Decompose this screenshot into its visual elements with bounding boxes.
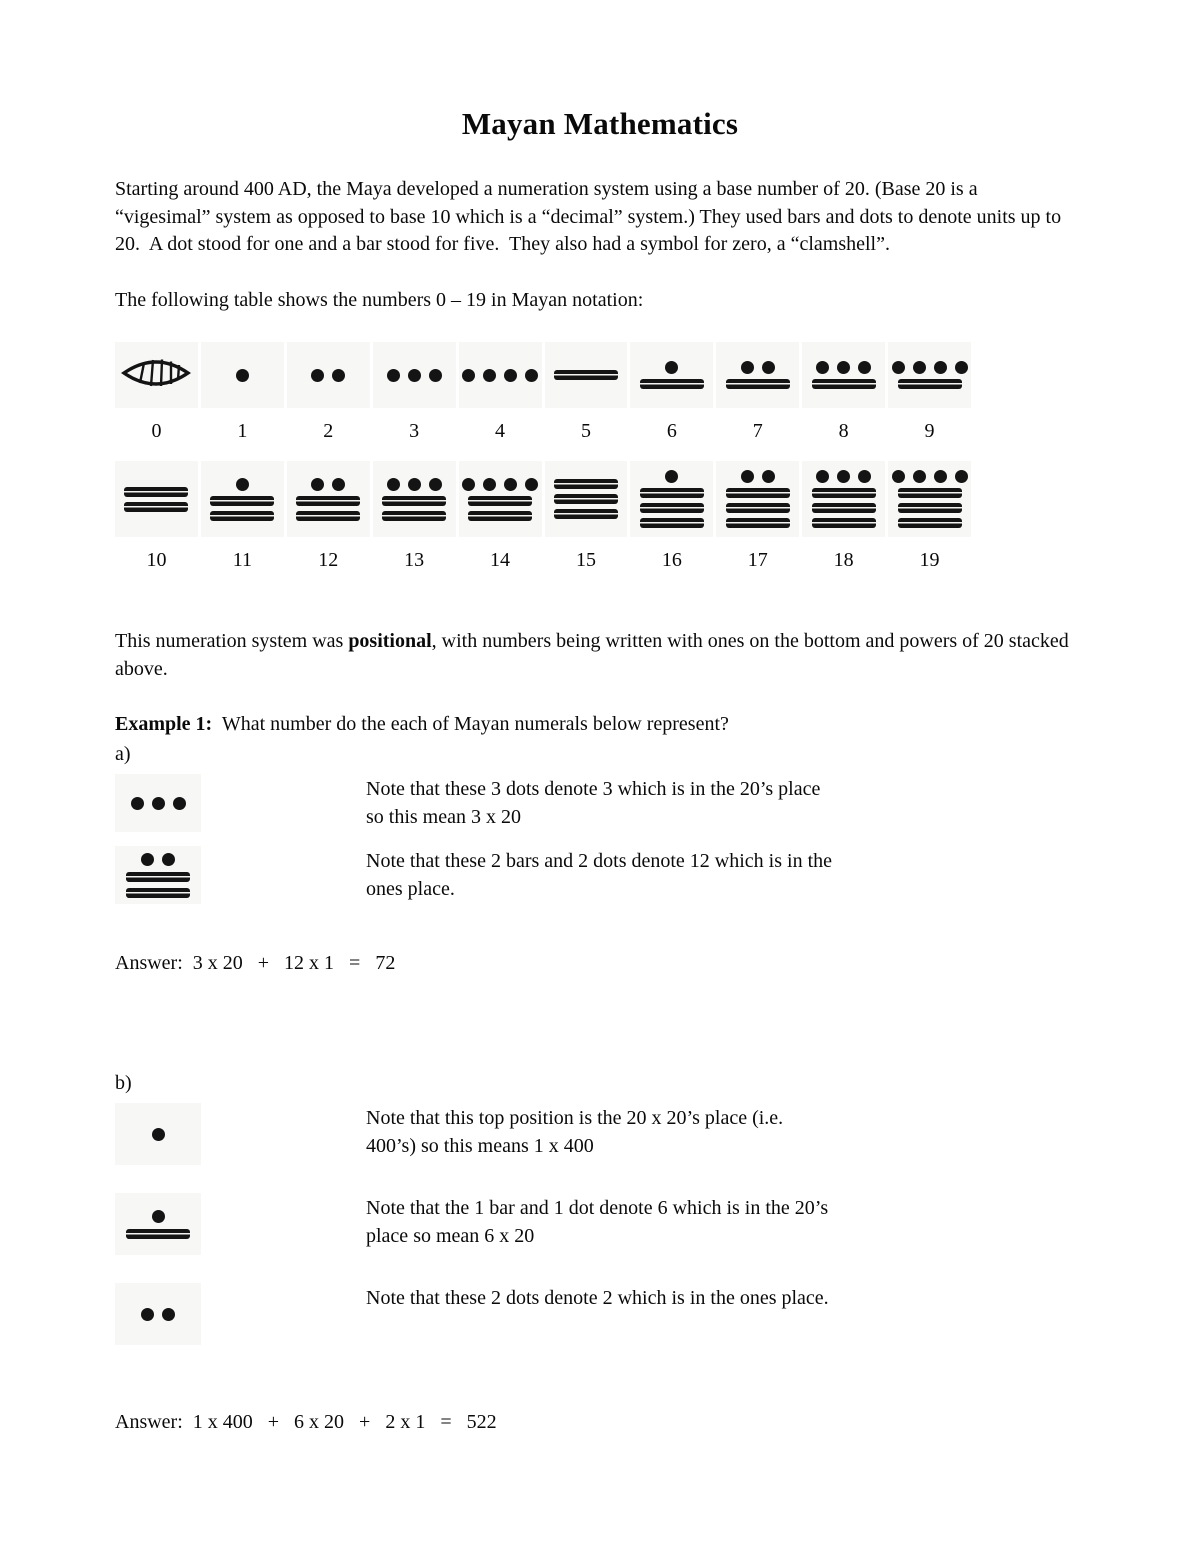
mayan-numeral-glyph	[716, 342, 799, 408]
mayan-numeral-glyph	[545, 342, 628, 408]
example-a-section	[115, 774, 1085, 904]
numeral-label: 10	[146, 549, 167, 571]
mayan-dot-icon	[236, 369, 249, 382]
mayan-numeral-glyph	[287, 342, 370, 408]
dot-row	[462, 478, 538, 491]
numeral-label: 13	[404, 549, 425, 571]
mayan-bar-icon	[210, 496, 274, 506]
numeral-label: 5	[580, 420, 591, 442]
mayan-numeral-glyph	[201, 461, 284, 537]
dot-row	[141, 853, 175, 866]
dot-row	[387, 478, 442, 491]
mayan-bar-icon	[898, 379, 962, 389]
note-text	[366, 1283, 986, 1313]
example-b-section	[115, 1103, 1085, 1345]
clamshell-zero-icon	[121, 355, 191, 396]
mayan-dot-icon	[162, 1308, 175, 1321]
mayan-dot-icon	[152, 1128, 165, 1141]
mayan-bar-icon	[812, 379, 876, 389]
note-line: place so mean 6 x 20	[366, 1224, 535, 1247]
mayan-dot-icon	[141, 853, 154, 866]
part-a-label: a)	[115, 742, 131, 765]
example1-heading	[115, 711, 1075, 739]
example-item	[115, 1283, 1085, 1345]
note-line: ones place.	[366, 877, 455, 900]
mayan-dot-icon	[332, 369, 345, 382]
dot-row	[665, 361, 678, 374]
dot-row	[236, 478, 249, 491]
mayan-numeral-glyph	[545, 461, 628, 537]
mayan-bar-icon	[468, 511, 532, 521]
mayan-dot-icon	[504, 369, 517, 382]
dot-row	[892, 470, 968, 483]
mayan-numeral-glyph	[201, 342, 284, 408]
mayan-bar-icon	[726, 379, 790, 389]
answer-b: Answer: 1 x 400 + 6 x 20 + 2 x 1 = 522	[115, 1411, 497, 1433]
dot-row	[311, 478, 345, 491]
mayan-dot-icon	[483, 478, 496, 491]
mayan-bar-icon	[126, 888, 190, 898]
part-b-label: b)	[115, 1071, 132, 1094]
mayan-numeral-glyph	[459, 342, 542, 408]
note-line: Note that these 2 bars and 2 dots denote 12 which is in the	[366, 850, 833, 872]
dot-row	[462, 369, 538, 382]
mayan-dot-icon	[858, 361, 871, 374]
note-text	[366, 1103, 986, 1160]
dot-row	[892, 361, 968, 374]
mayan-dot-icon	[152, 797, 165, 810]
mayan-bar-icon	[898, 503, 962, 513]
mayan-dot-icon	[504, 478, 517, 491]
mayan-dot-icon	[934, 470, 947, 483]
mayan-bar-icon	[382, 496, 446, 506]
note-text	[366, 846, 986, 903]
mayan-bar-icon	[554, 494, 618, 504]
numeral-label: 4	[495, 420, 506, 442]
note-text	[366, 1193, 986, 1250]
mayan-bar-icon	[468, 496, 532, 506]
mayan-bar-icon	[726, 503, 790, 513]
mayan-bar-icon	[554, 509, 618, 519]
mayan-dot-icon	[892, 470, 905, 483]
mayan-dot-icon	[665, 361, 678, 374]
numeral-label: 16	[661, 549, 682, 571]
mayan-bar-icon	[898, 518, 962, 528]
mayan-dot-icon	[429, 478, 442, 491]
mayan-numeral-glyph	[115, 1283, 201, 1345]
mayan-bar-icon	[124, 502, 188, 512]
page-title: Mayan Mathematics	[461, 106, 739, 141]
numeral-label: 6	[666, 420, 677, 442]
note-line: 400’s) so this means 1 x 400	[366, 1134, 594, 1157]
mayan-numeral-glyph	[115, 1193, 201, 1255]
example1-question: What number do the each of Mayan numerals below represent?	[212, 713, 729, 735]
mayan-numeral-glyph	[459, 461, 542, 537]
mayan-dot-icon	[665, 470, 678, 483]
mayan-dot-icon	[837, 361, 850, 374]
mayan-numeral-glyph	[630, 342, 713, 408]
mayan-bar-icon	[382, 511, 446, 521]
mayan-dot-icon	[162, 853, 175, 866]
positional-text-after: , with numbers being written with ones on the bottom and powers of 20 stacked above.	[115, 630, 1069, 680]
example-item	[115, 1193, 1085, 1255]
mayan-bar-icon	[640, 518, 704, 528]
mayan-dot-icon	[141, 1308, 154, 1321]
dot-row	[741, 361, 775, 374]
positional-paragraph	[115, 628, 1075, 683]
mayan-dot-icon	[762, 470, 775, 483]
mayan-dot-icon	[741, 361, 754, 374]
table-caption: The following table shows the numbers 0 – 19 in Mayan notation:	[115, 288, 644, 311]
mayan-dot-icon	[173, 797, 186, 810]
numeral-label: 17	[747, 549, 768, 571]
mayan-bar-icon	[296, 496, 360, 506]
mayan-dot-icon	[741, 470, 754, 483]
mayan-numeral-glyph	[888, 461, 971, 537]
numeral-label: 1	[237, 420, 248, 442]
numeral-label: 19	[919, 549, 940, 571]
mayan-bar-icon	[726, 488, 790, 498]
answer-a: Answer: 3 x 20 + 12 x 1 = 72	[115, 952, 396, 974]
mayan-bar-icon	[812, 503, 876, 513]
mayan-dot-icon	[816, 470, 829, 483]
mayan-numeral-glyph	[115, 461, 198, 537]
note-line: Note that these 3 dots denote 3 which is in the 20’s place	[366, 778, 821, 800]
mayan-bar-icon	[640, 503, 704, 513]
mayan-dot-icon	[236, 478, 249, 491]
mayan-dot-icon	[408, 478, 421, 491]
numeral-label: 18	[833, 549, 854, 571]
mayan-numeral-glyph	[802, 461, 885, 537]
mayan-bar-icon	[726, 518, 790, 528]
mayan-dot-icon	[913, 361, 926, 374]
mayan-numeral-glyph	[115, 1103, 201, 1165]
mayan-bar-icon	[210, 511, 274, 521]
mayan-numeral-glyph	[115, 342, 198, 408]
numeral-label: 3	[409, 420, 420, 442]
mayan-numeral-glyph	[287, 461, 370, 537]
numeral-label: 11	[232, 549, 252, 571]
mayan-numeral-table	[115, 342, 971, 590]
mayan-dot-icon	[934, 361, 947, 374]
example-item	[115, 846, 1085, 904]
example-item	[115, 1103, 1085, 1165]
note-line: Note that this top position is the 20 x 20’s place (i.e.	[366, 1107, 784, 1129]
mayan-bar-icon	[640, 379, 704, 389]
dot-row	[141, 1308, 175, 1321]
mayan-dot-icon	[387, 369, 400, 382]
numeral-label: 8	[838, 420, 849, 442]
dot-row	[741, 470, 775, 483]
mayan-bar-icon	[812, 518, 876, 528]
dot-row	[311, 369, 345, 382]
numeral-label: 7	[752, 420, 763, 442]
mayan-numeral-glyph	[115, 774, 201, 832]
mayan-dot-icon	[892, 361, 905, 374]
mayan-bar-icon	[126, 1229, 190, 1239]
positional-text-before: This numeration system was	[115, 630, 349, 652]
example1-label: Example 1:	[115, 713, 213, 735]
dot-row	[665, 470, 678, 483]
mayan-numeral-glyph	[802, 342, 885, 408]
note-line: so this mean 3 x 20	[366, 805, 521, 828]
mayan-numeral-glyph	[630, 461, 713, 537]
mayan-dot-icon	[913, 470, 926, 483]
mayan-dot-icon	[311, 478, 324, 491]
mayan-dot-icon	[332, 478, 345, 491]
mayan-dot-icon	[311, 369, 324, 382]
numeral-label: 2	[323, 420, 334, 442]
numeral-label: 12	[318, 549, 339, 571]
note-line: Note that the 1 bar and 1 dot denote 6 which is in the 20’s	[366, 1197, 829, 1219]
mayan-bar-icon	[126, 872, 190, 882]
note-text	[366, 774, 986, 831]
mayan-dot-icon	[525, 478, 538, 491]
mayan-bar-icon	[898, 488, 962, 498]
note-line: Note that these 2 dots denote 2 which is in the ones place.	[366, 1287, 829, 1309]
mayan-dot-icon	[858, 470, 871, 483]
mayan-numeral-glyph	[115, 846, 201, 904]
dot-row	[816, 470, 871, 483]
dot-row	[152, 1210, 165, 1223]
dot-row	[816, 361, 871, 374]
dot-row	[152, 1128, 165, 1141]
mayan-bar-icon	[296, 511, 360, 521]
mayan-dot-icon	[837, 470, 850, 483]
numeral-label: 14	[490, 549, 511, 571]
numeral-label: 0	[151, 420, 162, 442]
mayan-dot-icon	[462, 369, 475, 382]
numeral-label: 15	[575, 549, 596, 571]
mayan-dot-icon	[483, 369, 496, 382]
mayan-dot-icon	[955, 470, 968, 483]
positional-bold-word: positional	[348, 630, 432, 652]
mayan-dot-icon	[152, 1210, 165, 1223]
mayan-dot-icon	[408, 369, 421, 382]
dot-row	[236, 369, 249, 382]
mayan-numeral-glyph	[373, 342, 456, 408]
mayan-bar-icon	[640, 488, 704, 498]
dot-row	[131, 797, 186, 810]
mayan-numeral-glyph	[716, 461, 799, 537]
mayan-bar-icon	[554, 370, 618, 380]
mayan-dot-icon	[429, 369, 442, 382]
example-item	[115, 774, 1085, 832]
mayan-numeral-glyph	[888, 342, 971, 408]
mayan-dot-icon	[525, 369, 538, 382]
mayan-dot-icon	[762, 361, 775, 374]
numeral-label: 9	[924, 420, 935, 442]
mayan-dot-icon	[387, 478, 400, 491]
mayan-bar-icon	[124, 487, 188, 497]
mayan-bar-icon	[554, 479, 618, 489]
mayan-numeral-glyph	[373, 461, 456, 537]
intro-paragraph: Starting around 400 AD, the Maya developed a numeration system using a base number of 20. (Base 20 is a “vigesimal” system as opposed to base 10 which is a “decimal” system.) They used bars and dots to denote units up to 20. A dot stood for one and a bar stood for five. They also had a symbol for zero, a “clamshell”.	[115, 178, 1067, 255]
mayan-dot-icon	[131, 797, 144, 810]
dot-row	[387, 369, 442, 382]
mayan-dot-icon	[462, 478, 475, 491]
mayan-dot-icon	[816, 361, 829, 374]
mayan-bar-icon	[812, 488, 876, 498]
mayan-dot-icon	[955, 361, 968, 374]
